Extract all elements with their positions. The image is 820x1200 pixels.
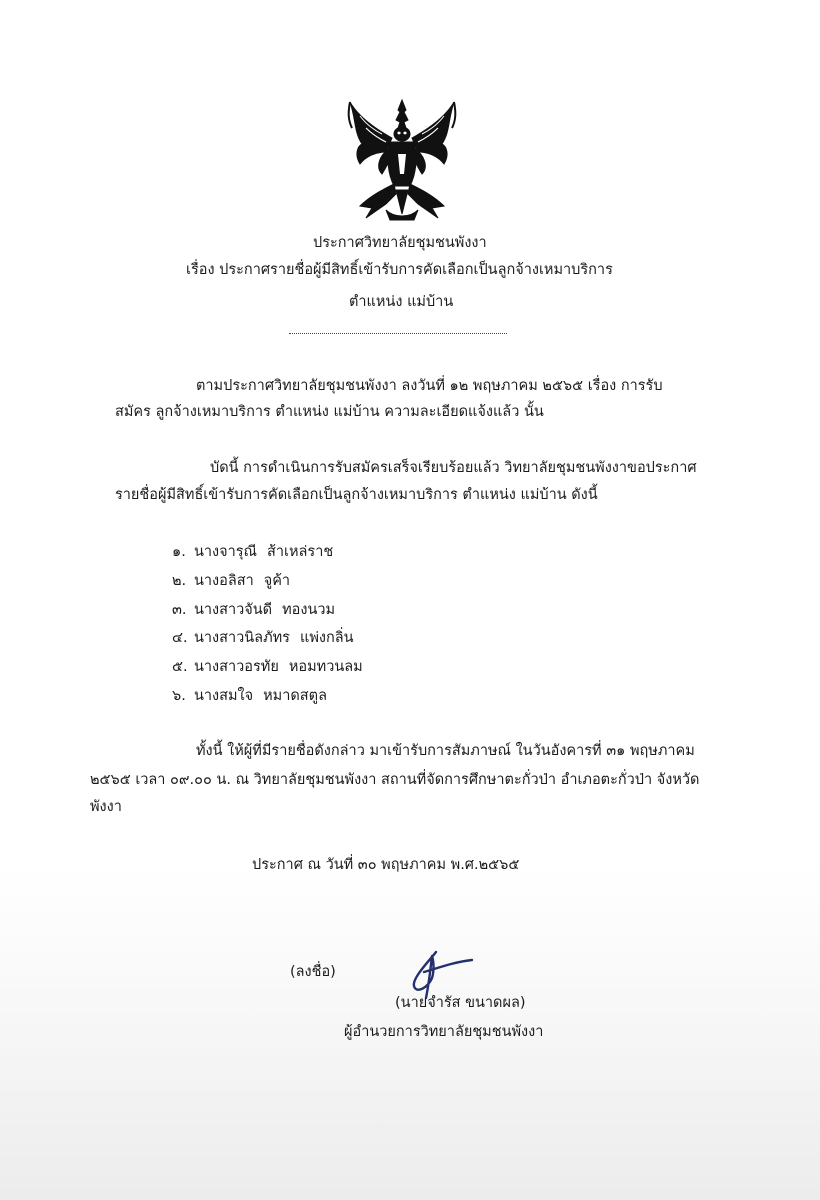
dotted-divider: [289, 333, 507, 334]
subject-line: เรื่อง ประกาศรายชื่อผู้มีสิทธิ์เข้ารับการคัดเลือกเป็นลูกจ้างเหมาบริการ: [186, 262, 613, 278]
list-item: ๕. นางสาวอรทัย หอมทวนลม: [172, 659, 363, 675]
announce-date: ประกาศ ณ วันที่ ๓๐ พฤษภาคม พ.ศ.๒๕๖๕: [252, 857, 520, 873]
issuer-title: ประกาศวิทยาลัยชุมชนพังงา: [313, 235, 487, 251]
signature-label: (ลงชื่อ): [290, 964, 336, 980]
signatory-title: ผู้อำนวยการวิทยาลัยชุมชนพังงา: [344, 1024, 544, 1040]
list-item: ๑. นางจารุณี ส้าเหล่ราช: [172, 544, 334, 560]
signatory-name: (นายจำรัส ขนาดผล): [395, 995, 526, 1011]
position-line: ตำแหน่ง แม่บ้าน: [349, 294, 454, 310]
closing-line2: ๒๕๖๕ เวลา ๐๙.๐๐ น. ณ วิทยาลัยชุมชนพังงา สถานที่จัดการศึกษาตะกั่วป่า อำเภอตะกั่วป่า จังหวัด: [90, 772, 700, 788]
list-item: ๖. นางสมใจ หมาดสตูล: [172, 688, 327, 704]
list-item: ๒. นางอลิสา จูค้า: [172, 573, 291, 589]
list-item: ๓. นางสาวจันดี ทองนวม: [172, 602, 336, 618]
para1-line2: สมัคร ลูกจ้างเหมาบริการ ตำแหน่ง แม่บ้าน ความละเอียดแจ้งแล้ว นั้น: [115, 404, 544, 420]
para1-line1: ตามประกาศวิทยาลัยชุมชนพังงา ลงวันที่ ๑๒ พฤษภาคม ๒๕๖๕ เรื่อง การรับ: [196, 378, 663, 394]
closing-line1: ทั้งนี้ ให้ผู้ที่มีรายชื่อดังกล่าว มาเข้ารับการสัมภาษณ์ ในวันอังคารที่ ๓๑ พฤษภาคม: [196, 743, 695, 759]
para2-line2: รายชื่อผู้มีสิทธิ์เข้ารับการคัดเลือกเป็นลูกจ้างเหมาบริการ ตำแหน่ง แม่บ้าน ดังนี้: [115, 487, 598, 503]
para2-line1: บัดนี้ การดำเนินการรับสมัครเสร็จเรียบร้อยแล้ว วิทยาลัยชุมชนพังงาขอประกาศ: [210, 460, 697, 476]
closing-line3: พังงา: [90, 799, 122, 815]
garuda-emblem-icon: [346, 98, 458, 224]
list-item: ๔. นางสาวนิลภัทร แพ่งกลิ่น: [172, 630, 354, 646]
